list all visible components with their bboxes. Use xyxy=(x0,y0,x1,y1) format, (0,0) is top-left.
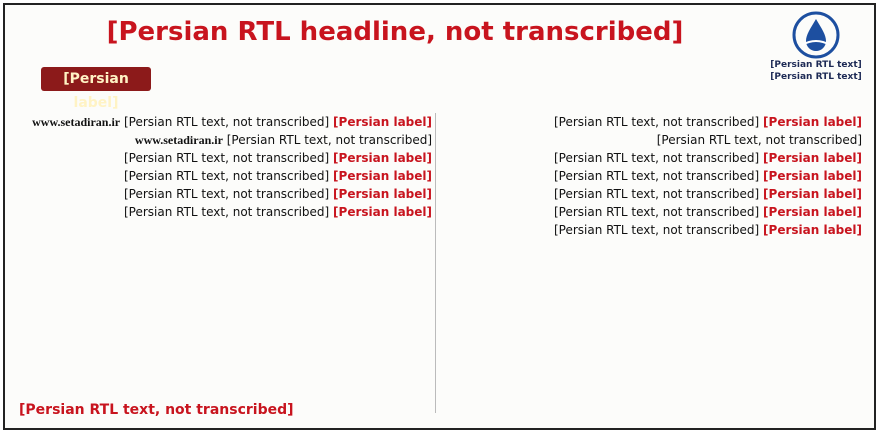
right-label-7: [Persian label] xyxy=(763,223,862,237)
tender-notice xyxy=(3,3,876,430)
right-label-4: [Persian label] xyxy=(763,169,862,183)
right-label-5: [Persian label] xyxy=(763,187,862,201)
left-paragraph-3 xyxy=(17,149,432,167)
left-paragraph-6 xyxy=(17,203,432,221)
right-label-1: [Persian label] xyxy=(763,115,862,129)
left-label-5: [Persian label] xyxy=(333,187,432,201)
left-label-6: [Persian label] xyxy=(333,205,432,219)
right-text-6: [Persian RTL text, not transcribed] xyxy=(553,205,760,219)
left-text-3: [Persian RTL text, not transcribed] xyxy=(123,151,330,165)
left-label-1: [Persian label] xyxy=(333,115,432,129)
left-text-6: [Persian RTL text, not transcribed] xyxy=(123,205,330,219)
round-badge: [Persian label] xyxy=(41,67,151,91)
right-text-3: [Persian RTL text, not transcribed] xyxy=(553,151,760,165)
left-label-4: [Persian label] xyxy=(333,169,432,183)
left-text-4: [Persian RTL text, not transcribed] xyxy=(123,169,330,183)
right-paragraph-5 xyxy=(457,185,862,203)
company-logo xyxy=(766,11,866,93)
setadiran-url-2[interactable]: www.setadiran.ir xyxy=(134,133,223,147)
right-text-5: [Persian RTL text, not transcribed] xyxy=(553,187,760,201)
left-paragraph-2 xyxy=(17,131,432,149)
setadiran-url-1[interactable]: www.setadiran.ir xyxy=(32,115,121,129)
right-paragraph-3 xyxy=(457,149,862,167)
left-text-1: [Persian RTL text, not transcribed] xyxy=(123,115,330,129)
left-text-5: [Persian RTL text, not transcribed] xyxy=(123,187,330,201)
right-column xyxy=(457,113,862,398)
right-text-2: [Persian RTL text, not transcribed] xyxy=(656,133,862,147)
left-paragraph-1 xyxy=(17,113,432,131)
column-divider xyxy=(435,113,436,413)
notice-title: [Persian RTL headline, not transcribed] xyxy=(106,17,684,47)
footer-signature: [Persian RTL text, not transcribed] xyxy=(19,402,294,418)
right-paragraph-6 xyxy=(457,203,862,221)
right-text-4: [Persian RTL text, not transcribed] xyxy=(553,169,760,183)
right-paragraph-4 xyxy=(457,167,862,185)
right-label-6: [Persian label] xyxy=(763,205,862,219)
right-text-1: [Persian RTL text, not transcribed] xyxy=(553,115,760,129)
left-paragraph-5 xyxy=(17,185,432,203)
logo-line-2: [Persian RTL text] xyxy=(770,72,862,82)
left-label-3: [Persian label] xyxy=(333,151,432,165)
right-paragraph-1 xyxy=(457,113,862,131)
left-column xyxy=(17,113,432,398)
water-drop-logo-icon xyxy=(792,11,840,59)
left-text-2: [Persian RTL text, not transcribed] xyxy=(226,133,432,147)
right-text-7: [Persian RTL text, not transcribed] xyxy=(553,223,760,237)
right-paragraph-2 xyxy=(457,131,862,149)
left-paragraph-4 xyxy=(17,167,432,185)
logo-line-1: [Persian RTL text] xyxy=(770,60,862,70)
right-paragraph-7 xyxy=(457,221,862,239)
right-label-3: [Persian label] xyxy=(763,151,862,165)
